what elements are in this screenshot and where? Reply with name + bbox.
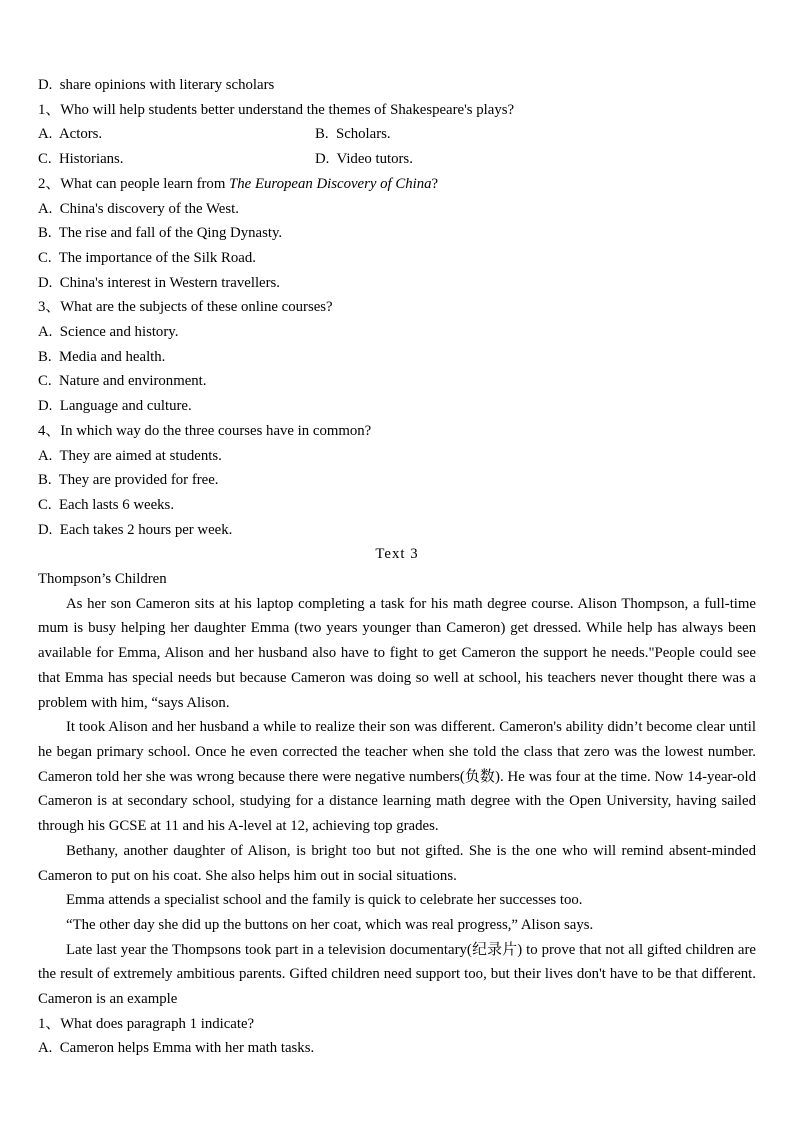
option-line-leftover: D. share opinions with literary scholars	[38, 77, 275, 93]
option-b: B. Media and health.	[38, 348, 166, 365]
option-d: D. Language and culture.	[38, 398, 192, 415]
question-stem-4: 4、In which way do the three courses have in common?	[38, 422, 372, 439]
option-c: C. The importance of the Silk Road.	[38, 249, 256, 266]
question-stem-2	[38, 172, 756, 197]
passage-paragraph-4: Emma attends a specialist school and the family is quick to celebrate her successes too.	[66, 892, 583, 909]
option-c: C. Each lasts 6 weeks.	[38, 496, 175, 513]
option-a: A. Cameron helps Emma with her math tasks.	[38, 1040, 315, 1057]
stem-text: ?	[431, 175, 439, 192]
option-a: A. They are aimed at students.	[38, 447, 222, 464]
stem-text: 2、What can people learn from	[38, 175, 230, 192]
option-b: B. They are provided for free.	[38, 472, 219, 489]
question-stem-5: 1、What does paragraph 1 indicate?	[38, 1015, 255, 1032]
option-d: D. Video tutors.	[315, 151, 413, 168]
option-c: C. Historians.	[38, 151, 124, 168]
option-b: B. Scholars.	[315, 126, 391, 143]
passage-paragraph-6: Late last year the Thompsons took part in a television documentary(纪录片) to prove that not all gifted children are the result of extremely ambitious parents. Gifted children need support too, but their lives don't have to be that different. Cameron is an example	[38, 941, 756, 1008]
option-a: A. Science and history.	[38, 324, 179, 341]
option-a: A. Actors.	[38, 126, 103, 143]
passage-paragraph-2: It took Alison and her husband a while to realize their son was different. Cameron's ability didn’t become clear until he began primary school. Once he even corrected the teacher when she told the class that zero was the lowest number. Cameron told her she was wrong because there were negative numbers(负数). He was four at the time. Now 14-year-old Cameron is at secondary school, studying for a distance learning math degree with the Open University, having sailed through his GCSE at 11 and his A-level at 12, achieving top grades.	[38, 719, 756, 835]
option-d: D. China's interest in Western travellers.	[38, 274, 281, 291]
section-heading: Text 3	[375, 546, 419, 563]
question-stem-3: 3、What are the subjects of these online courses?	[38, 299, 333, 316]
passage-paragraph-5: “The other day she did up the buttons on her coat, which was real progress,” Alison says.	[66, 916, 594, 933]
book-title-italic: The European Discovery of China	[229, 175, 432, 192]
passage-title: Thompson’s Children	[38, 571, 167, 588]
option-d: D. Each takes 2 hours per week.	[38, 521, 233, 538]
passage-paragraph-1: As her son Cameron sits at his laptop completing a task for his math degree course. Alison Thompson, a full-time mum is busy helping her daughter Emma (two years younger than Cameron) get dressed. While help has always been available for Emma, Alison and her husband also have to fight to get Cameron the support he needs."People could see that Emma has special needs but because Cameron was doing so well at school, his teachers never thought there was a problem with him, “says Alison.	[38, 595, 756, 711]
passage-paragraph-3: Bethany, another daughter of Alison, is bright too but not gifted. She is the one who will remind absent-minded Cameron to put on his coat. She also helps him out in social situations.	[38, 842, 756, 884]
option-c: C. Nature and environment.	[38, 373, 207, 390]
option-b: B. The rise and fall of the Qing Dynasty.	[38, 225, 283, 242]
option-a: A. China's discovery of the West.	[38, 200, 239, 217]
options-row	[38, 147, 756, 172]
question-stem-1: 1、Who will help students better understand the themes of Shakespeare's plays?	[38, 101, 515, 118]
options-row	[38, 122, 756, 147]
